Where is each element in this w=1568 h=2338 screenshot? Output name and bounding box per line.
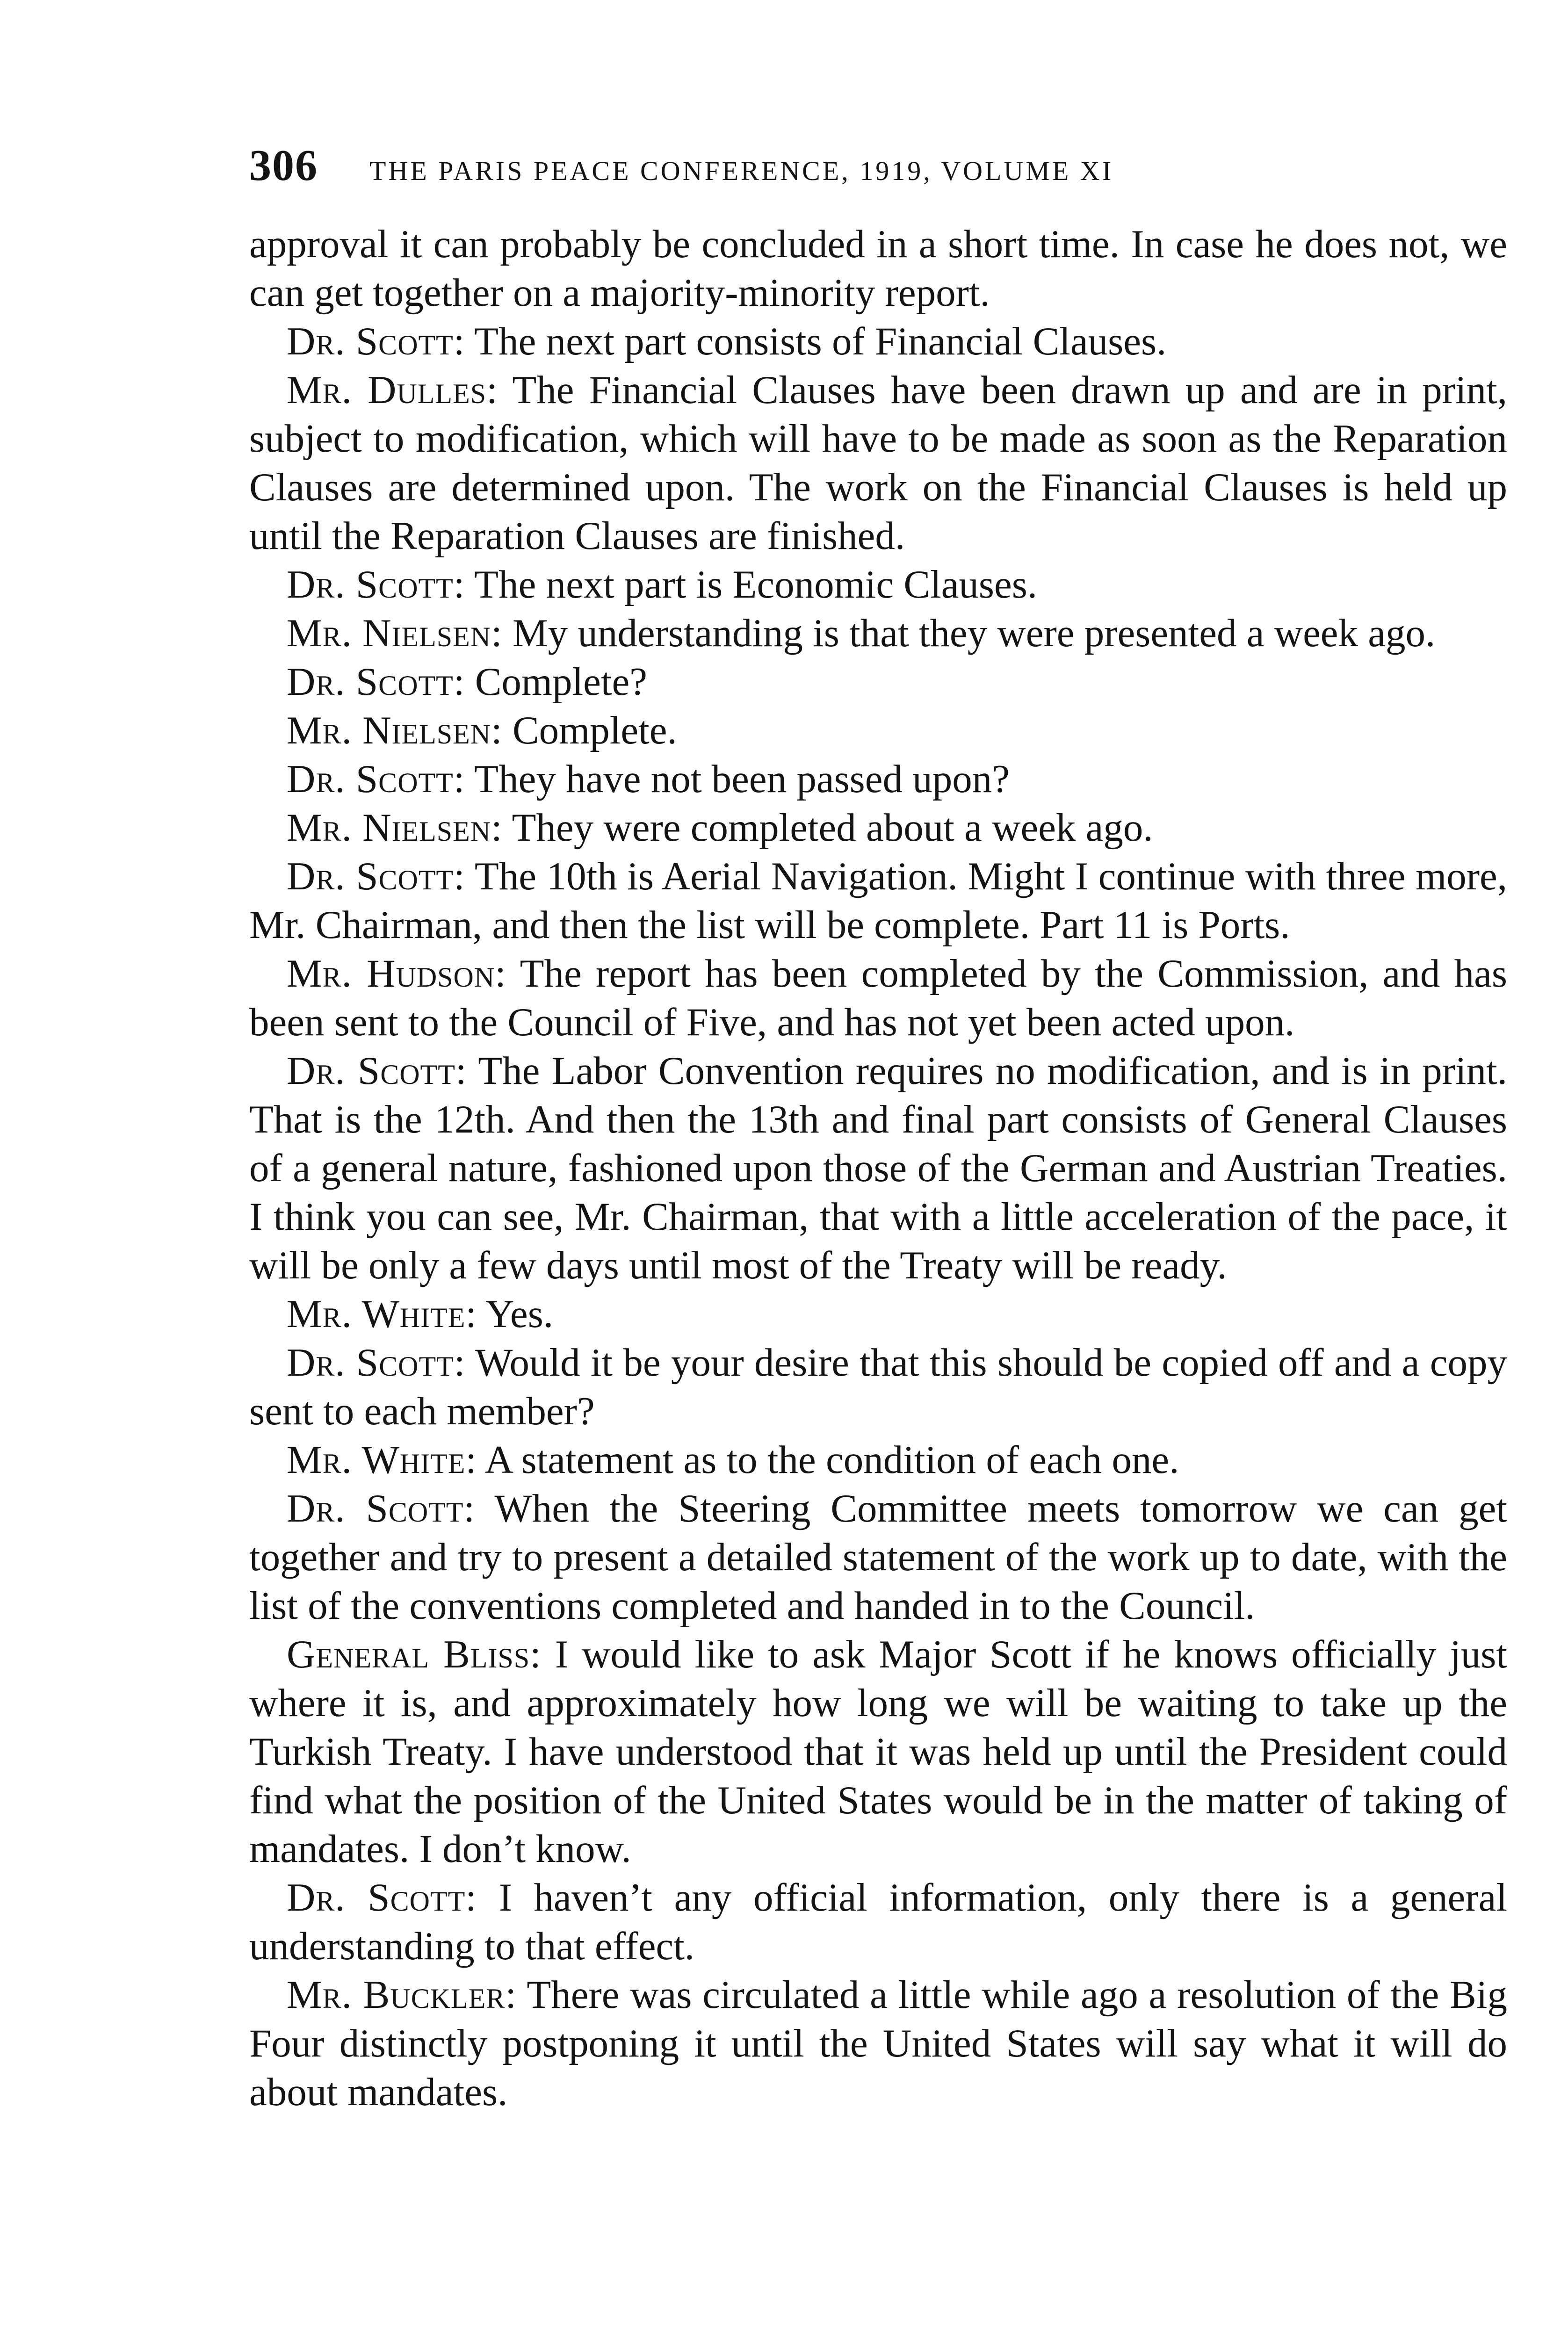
speaker-name: Mr. Nielsen: — [287, 708, 503, 752]
speaker-name: Dr. Scott: — [287, 757, 465, 801]
paragraph — [249, 1046, 1507, 1290]
speaker-name: Dr. Scott: — [287, 319, 465, 363]
paragraph-text: The 10th is Aerial Navigation. Might I continue with three more, Mr. Chairman, and then the list will be complete. Part 11 is Ports. — [249, 854, 1507, 947]
paragraph — [249, 1290, 1507, 1338]
speaker-name: Dr. Scott: — [287, 854, 465, 898]
speaker-name: Mr. Nielsen: — [287, 806, 503, 850]
speaker-name: Mr. White: — [287, 1292, 477, 1336]
speaker-name: Mr. White: — [287, 1438, 477, 1482]
paragraph — [249, 949, 1507, 1046]
speaker-name: Dr. Scott: — [287, 1876, 477, 1919]
paragraph-text: The next part consists of Financial Clauses. — [474, 319, 1167, 363]
paragraph-text: Would it be your desire that this should be copied off and a copy sent to each member? — [249, 1341, 1507, 1433]
paragraph — [249, 609, 1507, 657]
paragraph-text: They have not been passed upon? — [474, 757, 1010, 801]
speaker-name: Dr. Scott: — [287, 1487, 476, 1530]
paragraph — [249, 706, 1507, 755]
paragraph-text: I haven’t any official information, only there is a general understanding to that effect. — [249, 1876, 1507, 1968]
paragraph — [249, 317, 1507, 366]
paragraph — [249, 560, 1507, 609]
paragraph-text: Yes. — [485, 1292, 554, 1336]
paragraph-text: They were completed about a week ago. — [512, 806, 1153, 850]
speaker-name: Mr. Buckler: — [287, 1973, 517, 2017]
speaker-name: Mr. Nielsen: — [287, 611, 503, 655]
paragraph — [249, 803, 1507, 852]
speaker-name: Mr. Hudson: — [287, 952, 506, 996]
document-page — [249, 140, 1507, 2116]
running-title: THE PARIS PEACE CONFERENCE, 1919, VOLUME XI — [369, 156, 1113, 186]
paragraph — [249, 1436, 1507, 1484]
paragraph-text: When the Steering Committee meets tomorrow we can get together and try to present a detailed statement of the work up to date, with the list of the conventions completed and handed in to the Council. — [249, 1487, 1507, 1628]
paragraph — [249, 366, 1507, 560]
paragraph — [249, 1338, 1507, 1436]
speaker-name: Dr. Scott: — [287, 660, 465, 704]
speaker-name: Dr. Scott: — [287, 1049, 467, 1093]
paragraph-text: A statement as to the condition of each one. — [484, 1438, 1179, 1482]
paragraph — [249, 657, 1507, 706]
page-number: 306 — [249, 141, 318, 190]
paragraph — [249, 1484, 1507, 1630]
paragraph-text: My understanding is that they were presented a week ago. — [512, 611, 1436, 655]
speaker-name: Mr. Dulles: — [287, 368, 498, 412]
speaker-name: General Bliss: — [287, 1632, 542, 1676]
paragraph — [249, 755, 1507, 803]
paragraph-text: The report has been completed by the Commission, and has been sent to the Council of Five, and has not yet been acted upon. — [249, 952, 1507, 1044]
speaker-name: Dr. Scott: — [287, 1341, 466, 1385]
paragraph — [249, 220, 1507, 317]
paragraph-text: The Labor Convention requires no modification, and is in print. That is the 12th. And then the 13th and final part consists of General Clauses of a general nature, fashioned upon those of the German and Austrian Treaties. I think you can see, Mr. Chairman, that with a little acceleration of the pace, it will be only a few days until most of the Treaty will be ready. — [249, 1049, 1507, 1287]
body-text — [249, 220, 1507, 2116]
paragraph — [249, 1873, 1507, 1970]
paragraph-text: Complete? — [475, 660, 647, 704]
paragraph — [249, 1630, 1507, 1873]
paragraph-text: The next part is Economic Clauses. — [474, 563, 1038, 606]
paragraph-text: approval it can probably be concluded in a short time. In case he does not, we can get together on a majority-minority report. — [249, 222, 1507, 315]
paragraph — [249, 852, 1507, 949]
running-header — [249, 140, 1507, 220]
speaker-name: Dr. Scott: — [287, 563, 465, 606]
paragraph-text: There was circulated a little while ago a resolution of the Big Four distinctly postponing it until the United States will say what it will do about mandates. — [249, 1973, 1507, 2114]
paragraph-text: The Financial Clauses have been drawn up and are in print, subject to modification, which will have to be made as soon as the Reparation Clauses are determined upon. The work on the Financial Clauses is held up until the Reparation Clauses are finished. — [249, 368, 1507, 558]
paragraph-text: I would like to ask Major Scott if he knows officially just where it is, and approximately how long we will be waiting to take up the Turkish Treaty. I have understood that it was held up until the President could find what the position of the United States would be in the matter of taking of mandates. I don’t know. — [249, 1632, 1508, 1871]
paragraph-text: Complete. — [512, 708, 677, 752]
paragraph — [249, 1970, 1507, 2116]
